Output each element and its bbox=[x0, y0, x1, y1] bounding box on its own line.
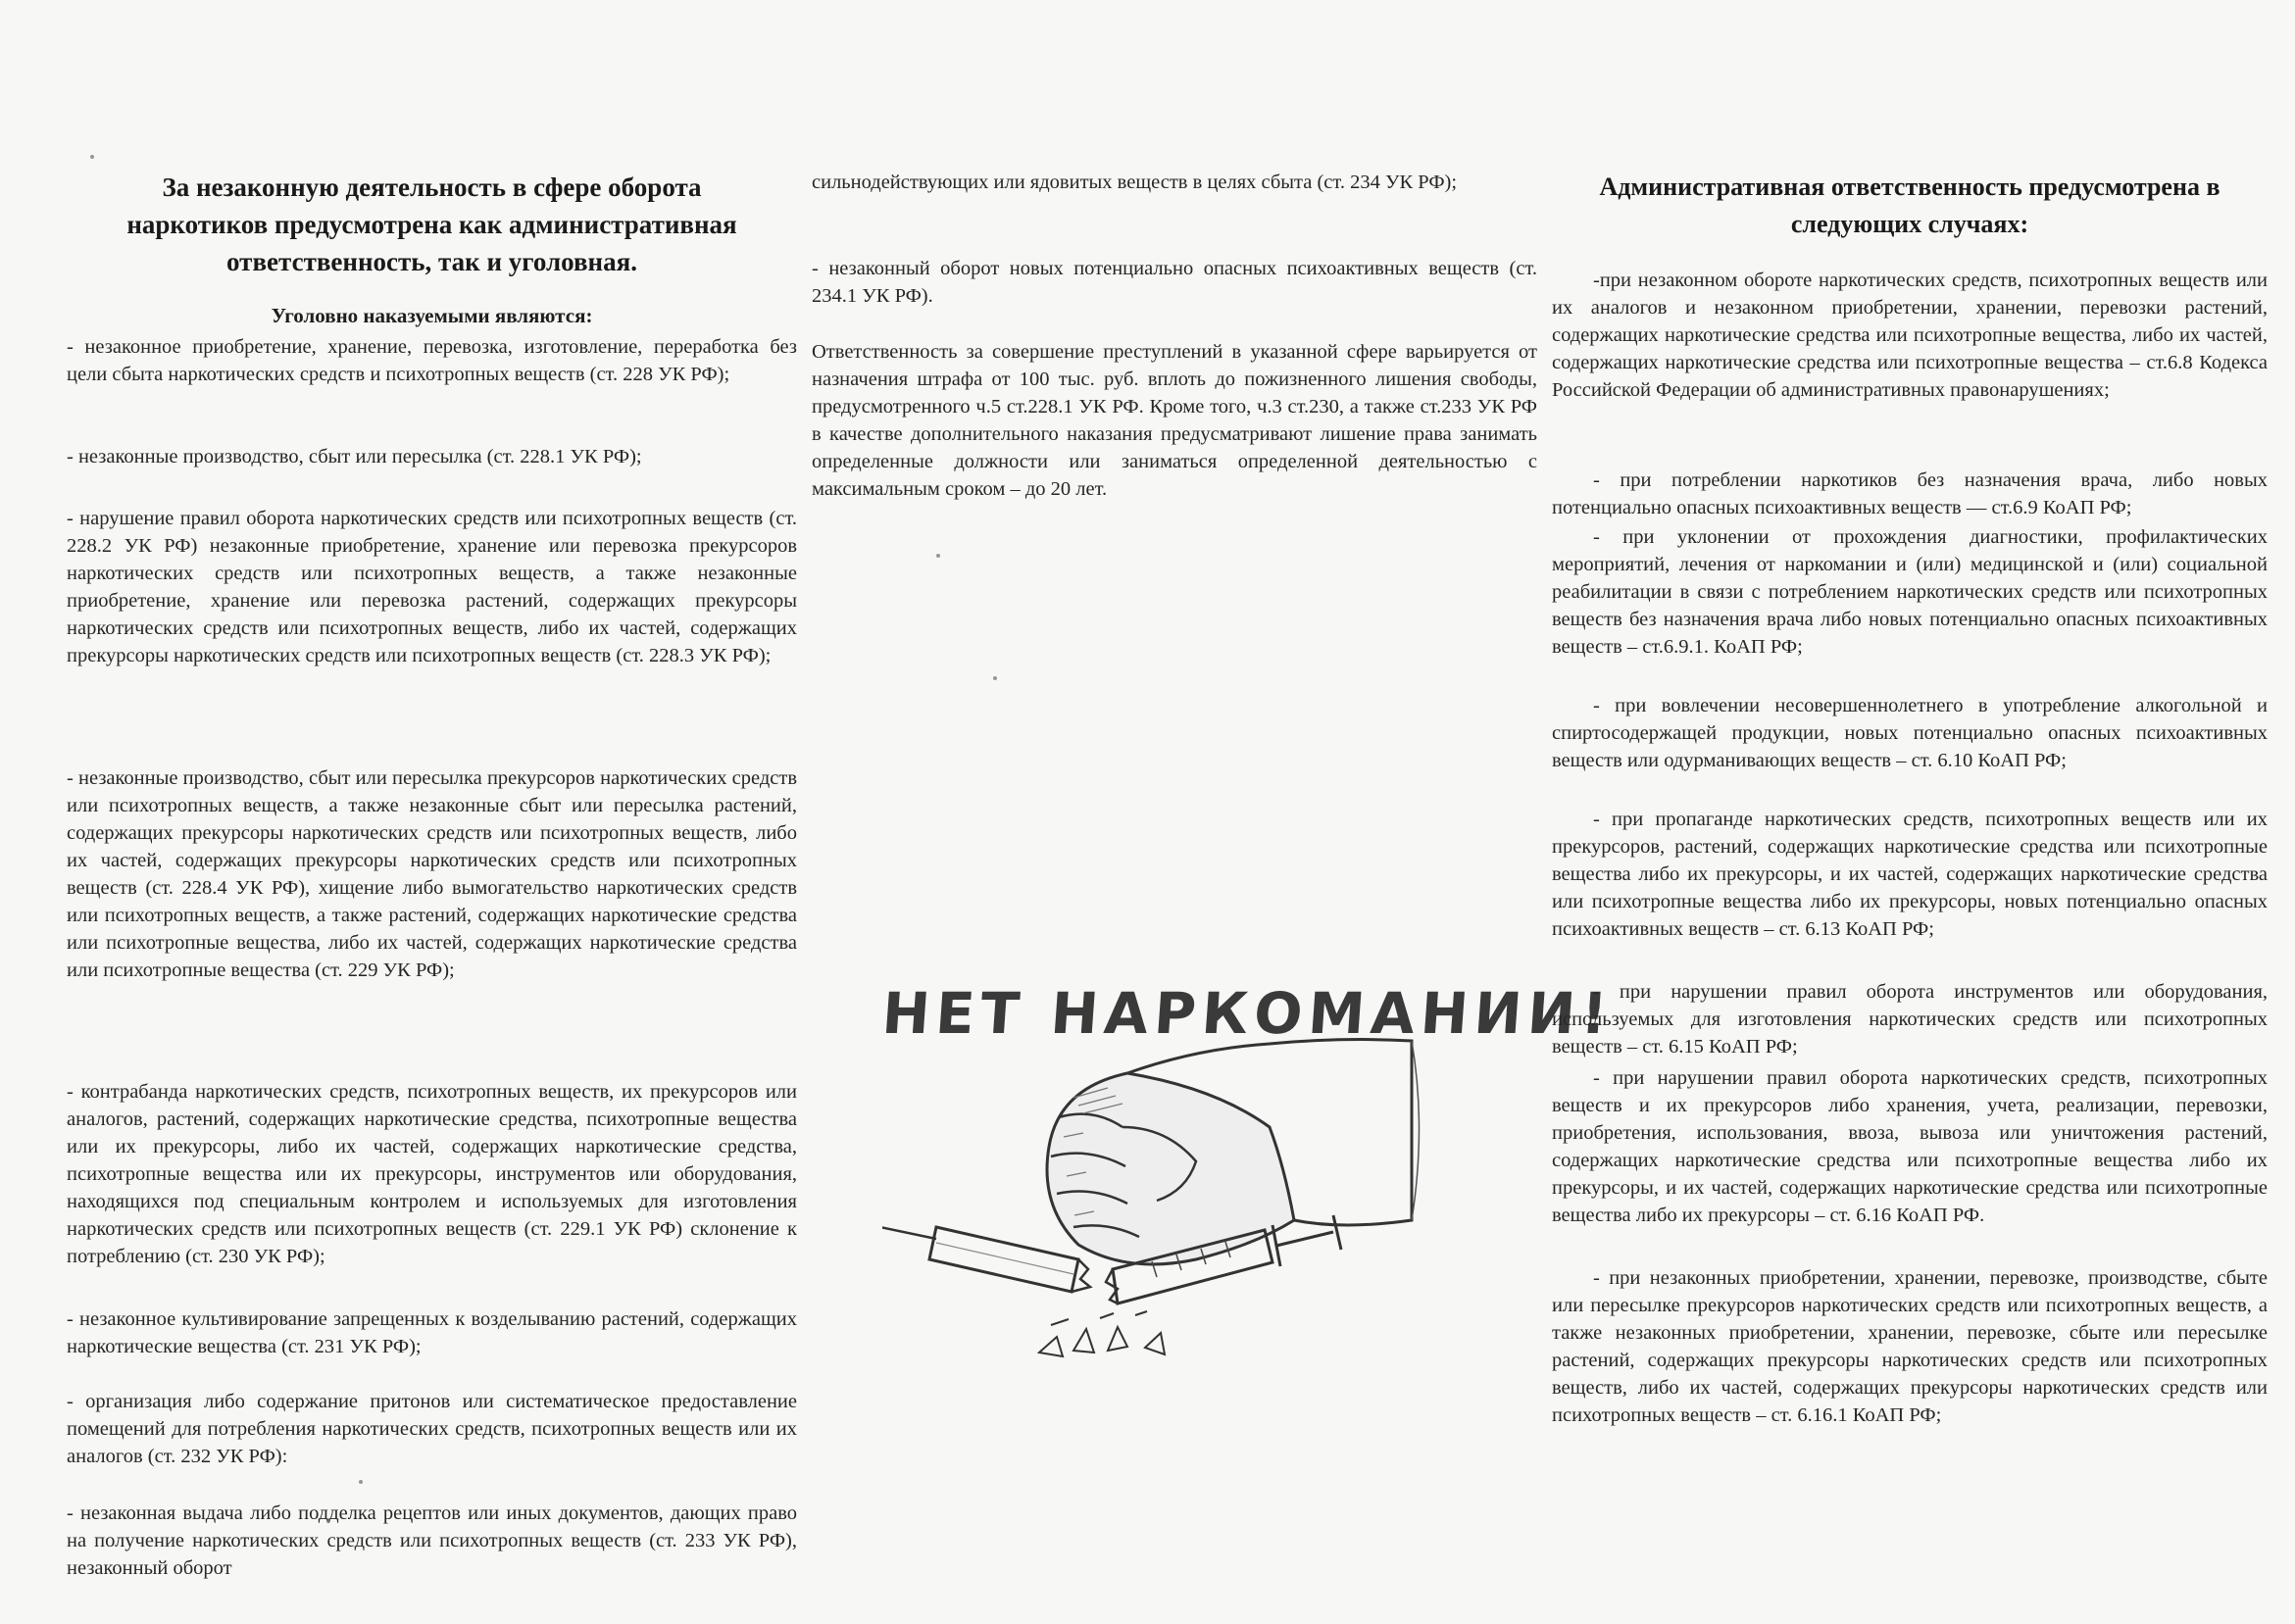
liability-range-paragraph: Ответственность за совершение преступлений в указанной сфере варьируется от назначения штрафа от 100 тыс. руб. вплоть до пожизненного лишения свободы, предусмотренного ч.5 ст.228.1 УК РФ. Кроме того, ч.3 ст.230, а также ст.233 УК РФ в качестве дополнительного наказания предусматривают лишение права занимать определенные должности или заниматься определенной деятельностью с максимальным сроком – до 20 лет. bbox=[812, 341, 1537, 500]
list-item: - при нарушении правил оборота наркотических средств, психотропных веществ и их прекурсоров либо хранения, учета, реализации, перевозки, приобретения, использования, ввоза, вывоза или уничтожения растений, содержащих наркотические средства или психотропные вещества либо их прекурсоры, и их частей, содержащих наркотические средства или психотропные вещества либо их прекурсоры – ст. 6.16 КоАП РФ. bbox=[1552, 1067, 2268, 1226]
list-item: - при нарушении правил оборота инструментов или оборудования, используемых для изготовления наркотических средств или психотропных веществ – ст. 6.15 КоАП РФ; bbox=[1552, 981, 2268, 1058]
list-item: - при незаконных приобретении, хранении, перевозке, производстве, сбыте или пересылке прекурсоров наркотических средств или психотропных веществ, а также незаконных приобретении, хранении, перевозке, сбыте или пересылке растений, содержащих прекурсоры наркотических средств или психотропных веществ, либо их частей, содержащих прекурсоры наркотических средств или психотропных веществ – ст. 6.16.1 КоАП РФ; bbox=[1552, 1267, 2268, 1426]
anti-drug-poster bbox=[879, 980, 1616, 1451]
list-item: - нарушение правил оборота наркотических средств или психотропных веществ (ст. 228.2 УК РФ) незаконные приобретение, хранение или перевозка прекурсоров наркотических средств или психотропных веществ, а также незаконные приобретение, хранение или перевозка растений, содержащих прекурсоры наркотических средств или психотропных веществ, либо их частей, содержащих прекурсоры наркотических средств или психотропных веществ (ст. 228.3 УК РФ); bbox=[67, 508, 797, 666]
list-item: - незаконное приобретение, хранение, перевозка, изготовление, переработка без цели сбыта наркотических средств и психотропных веществ (ст. 228 УК РФ); bbox=[67, 336, 797, 385]
list-item: - при пропаганде наркотических средств, психотропных веществ или их прекурсоров, растений, содержащих наркотические средства или психотропные вещества либо их прекурсоры, и их частей, содержащих наркотические средства или психотропные вещества либо их прекурсоры, новых потенциально опасных психоактивных веществ – ст. 6.13 КоАП РФ; bbox=[1552, 809, 2268, 940]
list-item: - организация либо содержание притонов или систематическое предоставление помещений для потребления наркотических средств, психотропных веществ или их аналогов (ст. 232 УК РФ): bbox=[67, 1391, 797, 1467]
list-item: - незаконные производство, сбыт или пересылка (ст. 228.1 УК РФ); bbox=[67, 446, 642, 468]
list-item: - при уклонении от прохождения диагностики, профилактических мероприятий, лечения от наркомании и (или) медицинской и (или) социальной реабилитации в связи с потреблением наркотических средств или психотропных веществ без назначения врача либо новых потенциально опасных психоактивных веществ – ст.6.9.1. КоАП РФ; bbox=[1552, 526, 2268, 658]
list-item: - незаконное культивирование запрещенных к возделыванию растений, содержащих наркотические вещества (ст. 231 УК РФ); bbox=[67, 1308, 797, 1357]
poster-title: НЕТ НАРКОМАНИИ! bbox=[879, 980, 1616, 1047]
list-item: сильнодействующих или ядовитых веществ в целях сбыта (ст. 234 УК РФ); bbox=[812, 172, 1458, 193]
column3-title: Административная ответственность предусмотрена в следующих случаях: bbox=[1599, 172, 2220, 238]
scan-speck bbox=[936, 554, 940, 558]
scan-speck bbox=[90, 155, 94, 159]
list-item: - незаконные производство, сбыт или пересылка прекурсоров наркотических средств или психотропных веществ, а также незаконные сбыт или пересылка растений, содержащих прекурсоры наркотических средств или психотропных веществ, либо их частей, содержащих прекурсоры наркотических средств или психотропных веществ (ст. 228.4 УК РФ), хищение либо вымогательство наркотических средств или психотропных веществ, а также растений, содержащих наркотические средства или психотропные вещества, либо их частей, содержащих наркотические средства или психотропные вещества (ст. 229 УК РФ); bbox=[67, 767, 797, 981]
column1-subtitle: Уголовно наказуемыми являются: bbox=[271, 304, 593, 327]
list-item: - контрабанда наркотических средств, психотропных веществ, их прекурсоров или аналогов, растений, содержащих наркотические средства, психотропные вещества или их прекурсоры, либо их частей, содержащих наркотические средства, психотропные вещества или их прекурсоры, инструментов или оборудования, находящихся под специальным контролем и используемых для изготовления наркотических средств или психотропных веществ (ст. 229.1 УК РФ) склонение к потреблению (ст. 230 УК РФ); bbox=[67, 1081, 797, 1267]
list-item: - незаконный оборот новых потенциально опасных психоактивных веществ (ст. 234.1 УК РФ). bbox=[812, 258, 1537, 307]
list-item: - при потреблении наркотиков без назначения врача, либо новых потенциально опасных психоактивных веществ — ст.6.9 КоАП РФ; bbox=[1552, 469, 2268, 518]
list-item: - при вовлечении несовершеннолетнего в употребление алкогольной и спиртосодержащей продукции, новых потенциально опасных психоактивных веществ или одурманивающих веществ – ст. 6.10 КоАП РФ; bbox=[1552, 695, 2268, 771]
scan-speck bbox=[993, 676, 997, 680]
list-item: - незаконная выдача либо подделка рецептов или иных документов, дающих право на получение наркотических средств или психотропных веществ (ст. 233 УК РФ), незаконный оборот bbox=[67, 1502, 797, 1579]
fist-breaking-syringe-icon bbox=[882, 980, 1490, 1451]
column1-title: За незаконную деятельность в сфере оборота наркотиков предусмотрена как административная ответственность, так и уголовная. bbox=[126, 172, 737, 276]
scan-speck bbox=[359, 1480, 363, 1484]
list-item: -при незаконном обороте наркотических средств, психотропных веществ или их аналогов и незаконном приобретении, хранении, перевозки растений, содержащих наркотические средства или психотропные вещества, либо их частей, содержащих наркотические средства или психотропные вещества – ст.6.8 Кодекса Российской Федерации об административных правонарушениях; bbox=[1552, 270, 2268, 401]
